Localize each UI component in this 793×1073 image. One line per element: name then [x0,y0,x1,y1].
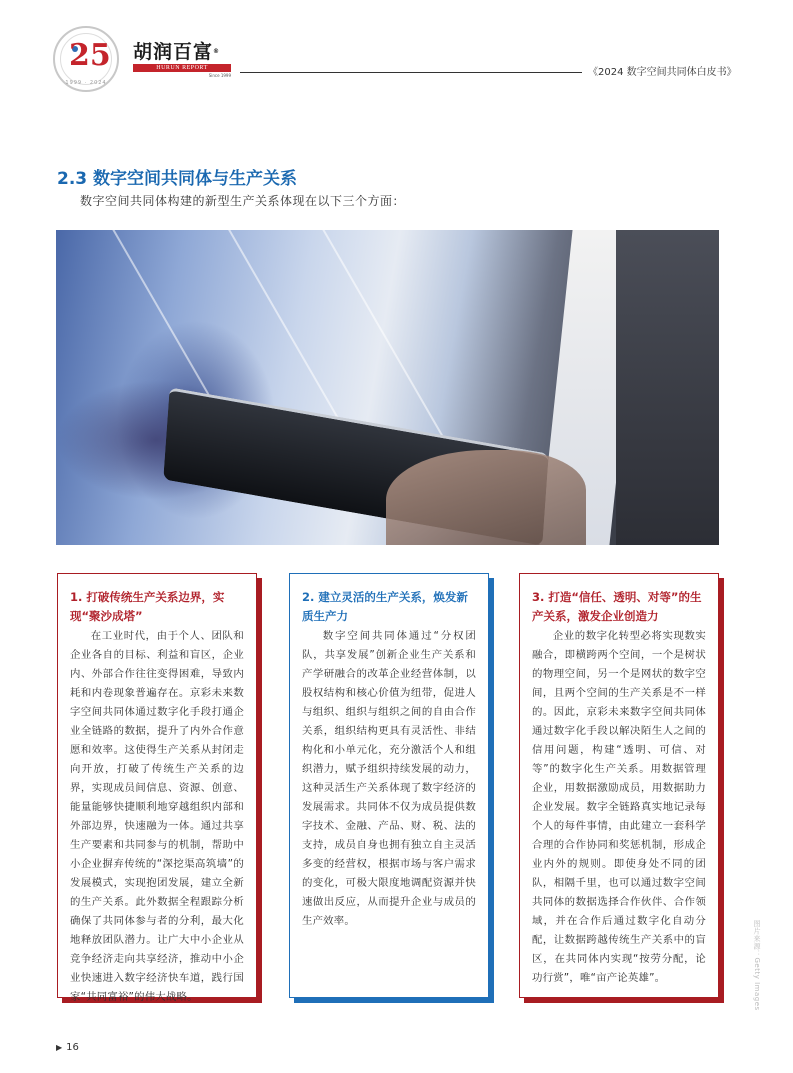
box-body: 数字空间共同体通过“分权团队，共享发展”创新企业生产关系和产学研融合的改革企业经营体制，以股权结构和核心价值为纽带，促进人与组织、组织与组织之间的自由合作关系，组织结构更具有灵活性、非结构化和小单元化，充分激活个人和组织潜力，赋予组织持续发展的动力，这种灵活生产关系体现了数字经济的发展需求。共同体不仅为成员提供数字技术、金融、产品、财、税、法的支持，成员自身也拥有独立自主灵活多变的经营权，根据市场与客户需求的变化，可极大限度地调配资源并快速做出反应，从而提升企业与成员的生产效率。 [302,630,476,927]
brand-since: Since 1999 [208,73,231,78]
publication-title: 《2024 数字空间共同体白皮书》 [588,67,737,78]
info-box-1 [57,573,257,1003]
image-credit: 图片来源：Getty Images [753,920,761,1011]
hero-image [56,230,719,545]
brand-cn-text: 胡润百富 [133,41,214,63]
section-title: 2.3 数字空间共同体与生产关系 [57,169,298,189]
box-heading: 1. 打破传统生产关系边界，实现“聚沙成塔” [70,590,225,623]
box-body: 在工业时代，由于个人、团队和企业各自的目标、利益和盲区，企业内、外部合作往往变得困难，导致内耗和内卷现象普遍存在。京彩未来数字空间共同体通过数字化手段打通企业全链路的数据，提升了内外合作意愿和效率。这使得生产关系从封闭走向开放，打破了传统生产关系的边界，实现成员间信息、资源、创意、能量能够快捷顺利地穿越组织内部和外部边界，快速融为一体。通过共享生产要素和共同参与的机制，帮助中小企业摒弃传统的“深挖渠高筑墙”的发展模式，实现抱团发展，建立全新的生产关系。此外数据全程跟踪分析确保了共同体参与者的分利，最大化地释放团队潜力。让广大中小企业从竞争经济走向共享经济，推动中小企业快速进入数字经济快车道，践行国家“共同富裕”的伟大战略。 [70,630,244,1003]
info-box-3 [519,573,719,998]
hurun-brand-logo [133,42,231,78]
triangle-marker-icon: ▶ [56,1043,63,1052]
info-box-2 [289,573,489,998]
brand-name-en: HURUN REPORT [133,64,231,72]
hand-shape [386,450,586,545]
suit-shape [616,230,719,545]
registered-mark: ® [213,48,221,55]
box-body: 企业的数字化转型必将实现数实融合，即横跨两个空间，一个是树状的物理空间，另一个是网状的数字空间，且两个空间的生产关系是不一样的。因此，京彩未来数字空间共同体通过数字化手段以解决陌生人之间的信用问题，构建“透明、可信、对等”的数字化生产关系。用数据管理企业，用数据激励成员，用数据助力企业发展。数字全链路真实地记录每个人的每件事情，由此建立一套科学合理的合作协同和奖惩机制，形成企业内外的规则。即使身处不同的团队，相隔千里，也可以通过数字空间共同体的数据选择合作伙伴、合作领域，并在合作后通过数字化自动分配，让数据跨越传统生产关系中的盲区，在共同体内实现“按劳分配，论功行赏”，唯“亩产论英雄”。 [532,630,706,984]
page-number-text: 16 [66,1042,79,1053]
page-number [56,1042,79,1053]
box-heading: 2. 建立灵活的生产关系，焕发新质生产力 [302,590,468,623]
logo-glyph: 25 [69,38,111,73]
section-intro: 数字空间共同体构建的新型生产关系体现在以下三个方面： [80,194,406,208]
box-heading: 3. 打造“信任、透明、对等”的生产关系，激发企业创造力 [532,590,702,623]
brand-name-cn [133,42,231,62]
anniversary-logo [53,26,119,92]
header-divider [240,72,582,73]
logo-years: 1999 · 2024 [65,80,107,86]
